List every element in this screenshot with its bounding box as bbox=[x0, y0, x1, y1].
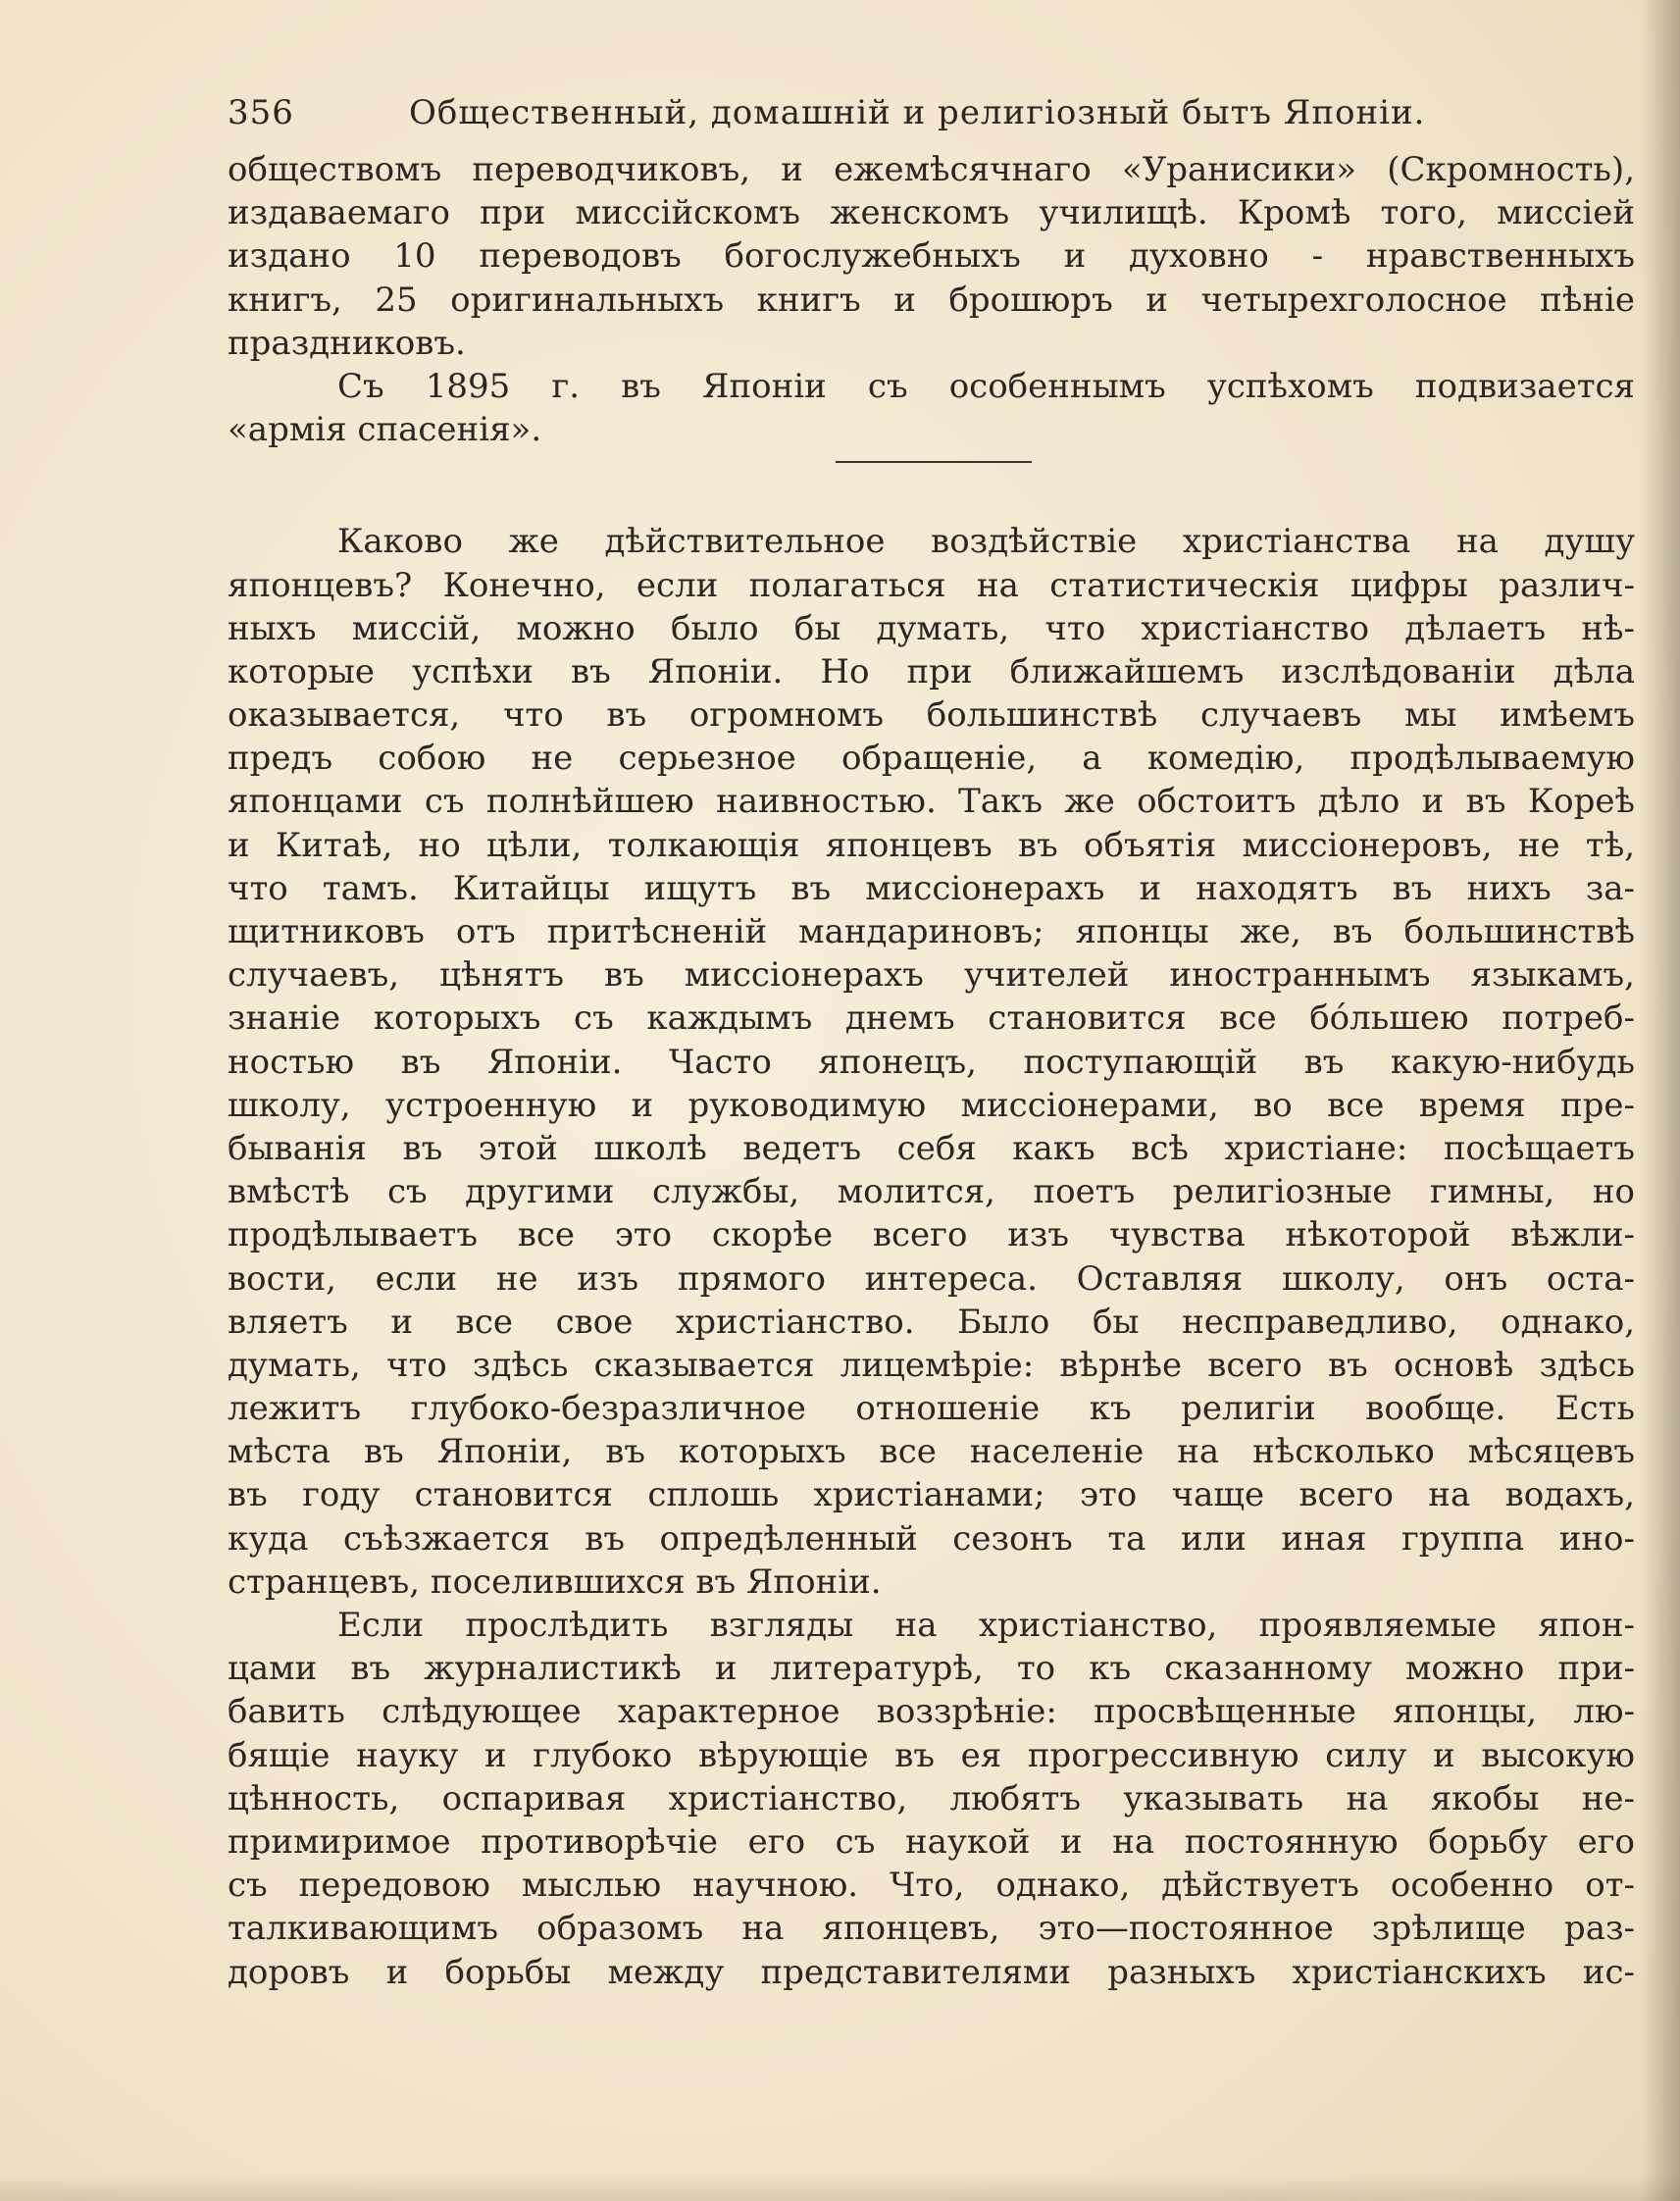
text-line: вляетъ и все свое христіанство. Было бы несправедливо, однако, bbox=[228, 1302, 1635, 1342]
paragraph-salvation-army bbox=[228, 365, 1635, 451]
text-line: ныхъ миссій, можно было бы думать, что христіанство дѣлаетъ нѣ- bbox=[228, 608, 1635, 648]
section-divider bbox=[836, 461, 1032, 463]
text-line: издано 10 переводовъ богослужебныхъ и духовно - нравственныхъ bbox=[228, 236, 1635, 277]
text-line: талкивающимъ образомъ на японцевъ, это—постоянное зрѣлище раз- bbox=[228, 1909, 1635, 1949]
text-line: быванія въ этой школѣ ведетъ себя какъ всѣ христіане: посѣщаетъ bbox=[228, 1128, 1635, 1168]
paragraph-continued bbox=[228, 148, 1635, 365]
text-line: цѣнность, оспаривая христіанство, любятъ указывать на якобы не- bbox=[228, 1778, 1635, 1818]
paragraph-influence bbox=[228, 520, 1635, 1604]
text-line: случаевъ, цѣнятъ въ миссіонерахъ учителей иностраннымъ языкамъ, bbox=[228, 955, 1635, 996]
text-line: въ году становится сплошь христіанами; это чаще всего на водахъ, bbox=[228, 1475, 1635, 1515]
page-edge-shadow bbox=[1641, 0, 1680, 2201]
text-line: странцевъ, поселившихся въ Японіи. bbox=[228, 1561, 882, 1602]
text-line: предъ собою не серьезное обращеніе, а комедію, продѣлываемую bbox=[228, 739, 1635, 779]
text-line: куда съѣзжается въ опредѣленный сезонъ та или иная группа ино- bbox=[228, 1518, 1635, 1559]
text-line: вости, если не изъ прямого интереса. Оставляя школу, онъ оста- bbox=[228, 1258, 1635, 1299]
section-2 bbox=[228, 520, 1635, 1993]
text-line: бавить слѣдующее характерное воззрѣніе: просвѣщенные японцы, лю- bbox=[228, 1692, 1635, 1732]
text-line: думать, что здѣсь сказывается лицемѣріе: вѣрнѣе всего въ основѣ здѣсь bbox=[228, 1345, 1635, 1385]
running-header bbox=[228, 93, 1635, 148]
text-line: Каково же дѣйствительное воздѣйствіе христіанства на душу bbox=[337, 522, 1635, 562]
text-line: цами въ журналистикѣ и литературѣ, то къ сказанному можно при- bbox=[228, 1649, 1635, 1689]
text-line: бящіе науку и глубоко вѣрующіе въ ея прогрессивную силу и высокую bbox=[228, 1735, 1635, 1775]
text-line: мѣста въ Японіи, въ которыхъ все населеніе на нѣсколько мѣсяцевъ bbox=[228, 1432, 1635, 1472]
text-line: знаніе которыхъ съ каждымъ днемъ становится все бóльшею потреб- bbox=[228, 998, 1635, 1039]
text-line: «армія спасенія». bbox=[228, 410, 542, 450]
text-line: школу, устроенную и руководимую миссіонерами, во все время пре- bbox=[228, 1085, 1635, 1125]
running-title: Общественный, домашній и религіозный бытъ Японіи. bbox=[409, 93, 1426, 132]
paragraph-journalism bbox=[228, 1604, 1635, 1994]
page-bottom-shadow bbox=[0, 2174, 1680, 2201]
text-line: вмѣстѣ съ другими службы, молится, поетъ религіозные гимны, но bbox=[228, 1172, 1635, 1212]
text-line: праздниковъ. bbox=[228, 323, 466, 363]
text-line: издаваемаго при миссійскомъ женскомъ училищѣ. Кромѣ того, миссіей bbox=[228, 193, 1635, 233]
text-line: лежитъ глубоко-безразличное отношеніе къ религіи вообще. Есть bbox=[228, 1389, 1635, 1429]
text-line: оказывается, что въ огромномъ большинствѣ случаевъ мы имѣемъ bbox=[228, 695, 1635, 736]
text-line: примиримое противорѣчіе его съ наукой и на постоянную борьбу его bbox=[228, 1821, 1635, 1862]
text-line: которые успѣхи въ Японіи. Но при ближайшемъ изслѣдованіи дѣла bbox=[228, 651, 1635, 691]
text-line: Съ 1895 г. въ Японіи съ особеннымъ успѣхомъ подвизается bbox=[337, 366, 1635, 406]
text-line: ностью въ Японіи. Часто японецъ, поступающій въ какую-нибудь bbox=[228, 1042, 1635, 1082]
text-line: обществомъ переводчиковъ, и ежемѣсячнаго «Уранисики» (Скромность), bbox=[228, 150, 1635, 189]
page-number: 356 bbox=[228, 93, 294, 132]
text-block bbox=[228, 93, 1635, 1994]
text-line: японцами съ полнѣйшею наивностью. Такъ же обстоитъ дѣло и въ Кореѣ bbox=[228, 782, 1635, 822]
text-line: щитниковъ отъ притѣсненій мандариновъ; японцы же, въ большинствѣ bbox=[228, 912, 1635, 951]
text-line: книгъ, 25 оригинальныхъ книгъ и брошюръ и четырехголосное пѣніе bbox=[228, 280, 1635, 320]
text-line: съ передовою мыслью научною. Что, однако, дѣйствуетъ особенно от- bbox=[228, 1866, 1635, 1906]
section-1 bbox=[228, 148, 1635, 451]
text-line: Если прослѣдить взгляды на христіанство, проявляемые япон- bbox=[337, 1606, 1635, 1645]
text-line: и Китаѣ, но цѣли, толкающія японцевъ въ объятія миссіонеровъ, не тѣ, bbox=[228, 825, 1635, 865]
text-line: японцевъ? Конечно, если полагаться на статистическія цифры различ- bbox=[228, 565, 1635, 605]
text-line: что тамъ. Китайцы ищутъ въ миссіонерахъ и находятъ въ нихъ за- bbox=[228, 868, 1635, 908]
text-line: доровъ и борьбы между представителями разныхъ христіанскихъ ис- bbox=[228, 1952, 1635, 1992]
text-line: продѣлываетъ все это скорѣе всего изъ чувства нѣкоторой вѣжли- bbox=[228, 1215, 1635, 1255]
